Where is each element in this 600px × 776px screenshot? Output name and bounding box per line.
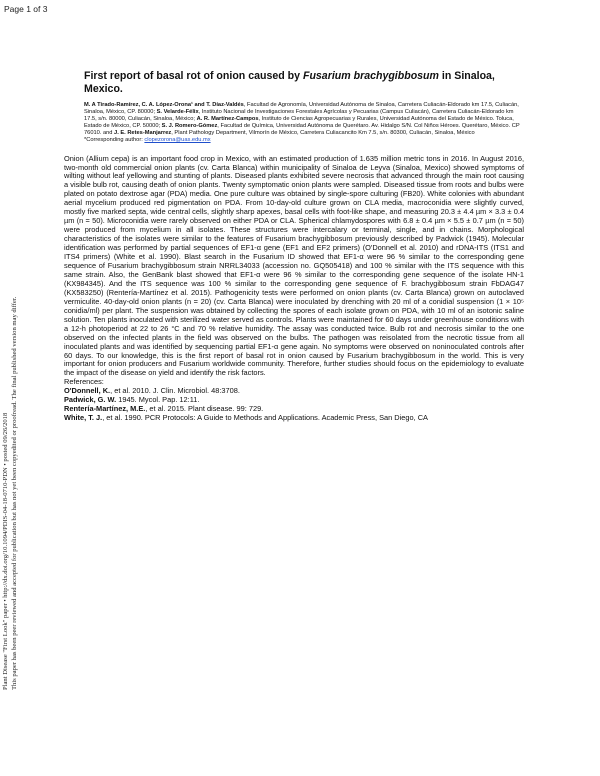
title-prefix: First report of basal rot of onion caused by [84, 70, 303, 82]
reference-item [64, 414, 524, 423]
affiliation-3: , Instituto de Ciencias Agropecuarias y Rurales, Universidad Autónoma del Estado de México. Toluca, Estado de México, CP. 50000; [84, 116, 514, 130]
affiliation-5: , Plant Pathology Department, Vilmorín de México, Carretera Culiacancito Km 7.5, s/n. 80300, Culiacán, Sinaloa, México [171, 130, 475, 137]
reference-author: Padwick, G. W. [64, 395, 117, 405]
title-species: Fusarium brachygibbosum [302, 70, 439, 82]
article-body [64, 155, 524, 379]
author-4: A. R. Martínez-Campos [196, 116, 259, 123]
corresponding-label: *Corresponding author: [84, 137, 145, 144]
author-conj: and [192, 102, 207, 108]
author-affiliations [84, 102, 524, 145]
article-title [84, 70, 524, 96]
author-2: T. Díaz-Valdés [206, 102, 244, 108]
reference-citation: , et al. 2015. Plant disease. 99: 729. [145, 404, 264, 414]
reference-author: Rentería-Martínez, M.E. [64, 404, 146, 414]
reference-author: White, T. J. [64, 413, 103, 423]
side-margin-note [0, 150, 28, 690]
reference-citation: , et al. 2010. J. Clin. Microbiol. 48:3708. [110, 386, 240, 396]
reference-author: O'Donnell, K. [64, 386, 111, 396]
affiliation-2: , Instituto Nacional de Investigaciones Forestales Agrícolas y Pecuarias (Campus Culiacán), Carretera Culiacán-Eldorado km 17.5, s/n. 80000, Culiacán, Sinaloa, México; [84, 109, 514, 123]
side-note-line-1: Plant Disease "First Look" paper • http://dx.doi.org/10.1094/PDIS-04-18-0710-PDN • posted 09/26/2018 [2, 412, 9, 690]
reference-citation: 1945. Mycol. Pap. 12:11. [116, 395, 200, 405]
body-paragraph: Onion (Allium cepa) is an important food crop in Mexico, with an estimated production of 1.635 million metric tons in 2016. In August 2016, two-month old commercial onion plants (cv. Carta Blanca) within municipality of Sinaloa de Leyva (Sinaloa, Mexico) showed symptoms of wilting without leaf yellowing and stunting of plants. Diseased plants exhibited severe necrosis that advanced through the main root causing a visible bulb rot, causing death of onion plants. Twenty symptomatic onion plants were sampled. Diseased tissue from roots and bulbs were plated on potato dextrose agar (PDA) media. One pure culture was obtained by single-spore culturing (FB20). White colonies with abundant aerial mycelium produced red pigmentation on PDA. From 10-day-old culture grown on CLA media, macroconidia were slightly curved, mostly five marked septa, wide central cells, slightly sharp apexes, basal cells with foot-like shape, and measuring 20.3 ± 4.4 µm × 3.3 ± 0.4 µm (n = 50). Microconidia were rarely observed on either PDA or CLA. Spherical chlamydospores with 6.8 ± 0.4 µm × 5.5 ± 0.7 µm (n = 50) were produced from mycelium in all isolates. These structures were intercalary or terminal, single, and in chains. Morphological characteristics of the isolates were similar to the features of Fusarium brachygibbosum previously described by Padwick (1945). Molecular identification was performed by partial sequences of EF1-α gene (EF1 and EF2 primers) (O'Donnell et al. 2010) and rDNA-ITS (ITS1 and ITS4 primers) (White et al. 1990). Blast search in the Fusarium ID showed that EF1-α were 96 % similar to the corresponding gene sequence of Fusarium brachygibbosum strain NRRL34033 (accession no. GQ505418) and 100 % similar with the ITS sequence with this same strain. Also, the GenBank blast showed that EF1-α were 96 % similar to the corresponding gene sequence of the isolate HN-1 (KX984345). And the ITS sequence was 100 % similar to the corresponding gene sequence of F. brachygibbosum strain FbDAG47 (KX583250) (Rentería-Martínez et al. 2015). Pathogenicity tests were performed on onion plants (cv. Carta Blanca) grown on autoclaved vermiculite. 40-day-old onion plants (n = 20) (cv. Carta Blanca) were inoculated by drenching with 20 ml of a conidial suspension (1 × 10⁵ conidia/ml) per plant. The suspension was obtained by collecting the spores of each isolate grown on PDA, with 10 ml of an isotonic saline solution. Ten plants inoculated with sterilized water served as controls. Plants were maintained for 60 days under greenhouse conditions with a 12-h photoperiod at 22 to 26 °C and 70 % relative humidity. The assay was conducted twice. Bulb rot and necrosis similar to the one observed on the infected plants in the field was observed on the bulbs. The pathogen was reisolated from the necrotic tissue from all inoculated plants and was identified by sequencing partial EF1-α gene again. No symptoms were observed on noninoculated controls after 60 days. To our knowledge, this is the first report of basal rot in onion caused by Fusarium brachygibbosum in the world. This is very important for onion producers and Fusarium worldwide community. Therefore, further studies should focus on the epidemiology to evaluate the impact of the disease on yield and identify the risk factors. [64, 153, 524, 378]
author-5: S. J. Romero-Gómez [161, 123, 218, 130]
side-note-line-2: This paper has been peer reviewed and accepted for publication but has not yet been copyedited or proofread. The final published version may differ. [10, 296, 18, 690]
author-1-mark: ¹ [191, 102, 193, 108]
author-6: J. E. Retes-Manjarrez [114, 130, 172, 137]
title-suffix: in Sinaloa, Mexico. [84, 70, 495, 95]
affiliation-4: , Facultad de Química, Universidad Autónoma de Querétaro. Av. Hidalgo S/N. Col Niños Héroes. Querétaro, México. CP 76010. and [84, 123, 520, 137]
article [64, 70, 524, 423]
references [64, 378, 524, 423]
page-number: Page 1 of 3 [4, 4, 48, 14]
corresponding-email-link[interactable]: clopezorona@uas.edu.mx [144, 137, 211, 144]
corresponding-author [84, 137, 524, 144]
references-heading: References: [64, 377, 104, 387]
affiliation-1: , Facultad de Agronomía, Universidad Autónoma de Sinaloa, Carretera Culiacán-Eldorado km 17.5, Culiacán, Sinaloa, México, CP. 80000; [84, 102, 519, 116]
author-3: S. Velarde-Félix [156, 109, 199, 116]
author-1: M. A Tirado-Ramírez, C. A. López-Orona [84, 102, 192, 108]
reference-citation: , et al. 1990. PCR Protocols: A Guide to Methods and Applications. Academic Press, San Diego, CA [102, 413, 428, 423]
